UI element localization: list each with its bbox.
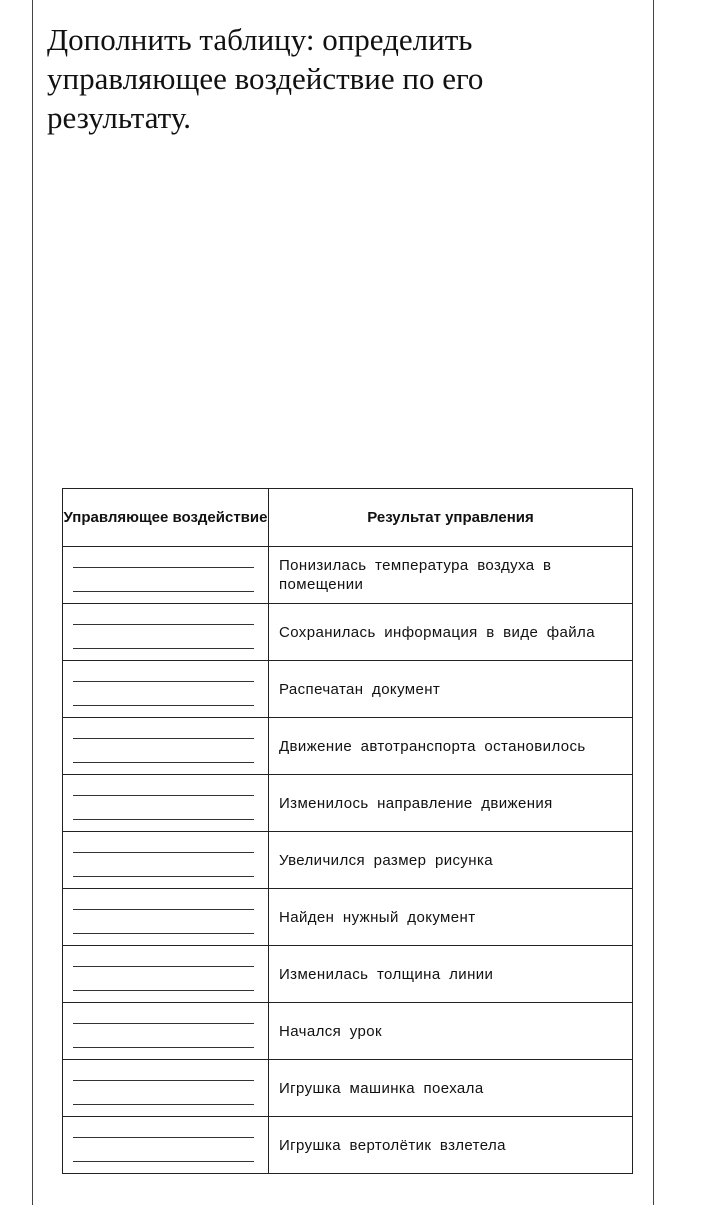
worksheet-table: [62, 488, 633, 1174]
blank-line: [73, 1023, 254, 1024]
blank-line: [73, 1104, 254, 1105]
blank-line: [73, 567, 254, 568]
blank-line: [73, 762, 254, 763]
table-row: [63, 775, 633, 832]
blank-line: [73, 1047, 254, 1048]
table-row: [63, 1003, 633, 1060]
table-row: [63, 604, 633, 661]
blank-line: [73, 1080, 254, 1081]
action-blank: [63, 1060, 269, 1117]
action-blank: [63, 661, 269, 718]
blank-line: [73, 624, 254, 625]
blank-line: [73, 876, 254, 877]
table-row: [63, 661, 633, 718]
result-cell: Игрушка вертолётик взлетела: [269, 1117, 633, 1174]
action-blank: [63, 1117, 269, 1174]
blank-line: [73, 738, 254, 739]
content-panel: [32, 0, 654, 1205]
table-row: [63, 946, 633, 1003]
action-blank: [63, 547, 269, 604]
blank-line: [73, 681, 254, 682]
result-cell: Начался урок: [269, 1003, 633, 1060]
action-blank: [63, 718, 269, 775]
result-cell: Игрушка машинка поехала: [269, 1060, 633, 1117]
table-header-row: [63, 489, 633, 547]
blank-line: [73, 1137, 254, 1138]
table-row: [63, 547, 633, 604]
blank-line: [73, 1161, 254, 1162]
action-blank: [63, 889, 269, 946]
blank-line: [73, 705, 254, 706]
table-row: [63, 1060, 633, 1117]
blank-line: [73, 819, 254, 820]
table-row: [63, 1117, 633, 1174]
blank-line: [73, 852, 254, 853]
action-blank: [63, 1003, 269, 1060]
result-cell: Сохранилась информация в виде файла: [269, 604, 633, 661]
blank-line: [73, 795, 254, 796]
result-cell: Изменилась толщина линии: [269, 946, 633, 1003]
result-cell: Изменилось направление движения: [269, 775, 633, 832]
task-text: Дополнить таблицу: определить управляющее воздействие по его результату.: [47, 22, 484, 135]
result-cell: Распечатан документ: [269, 661, 633, 718]
table-row: [63, 832, 633, 889]
table-row: [63, 718, 633, 775]
action-blank: [63, 604, 269, 661]
blank-line: [73, 909, 254, 910]
result-cell: Понизилась температура воздуха в помещении: [269, 547, 633, 604]
action-blank: [63, 832, 269, 889]
blank-line: [73, 990, 254, 991]
blank-line: [73, 966, 254, 967]
action-blank: [63, 775, 269, 832]
result-cell: Найден нужный документ: [269, 889, 633, 946]
table-row: [63, 889, 633, 946]
header-action: Управляющее воздействие: [63, 489, 269, 547]
blank-line: [73, 591, 254, 592]
result-cell: Увеличился размер рисунка: [269, 832, 633, 889]
blank-line: [73, 933, 254, 934]
result-cell: Движение автотранспорта остановилось: [269, 718, 633, 775]
action-blank: [63, 946, 269, 1003]
blank-line: [73, 648, 254, 649]
header-result: Результат управления: [269, 489, 633, 547]
